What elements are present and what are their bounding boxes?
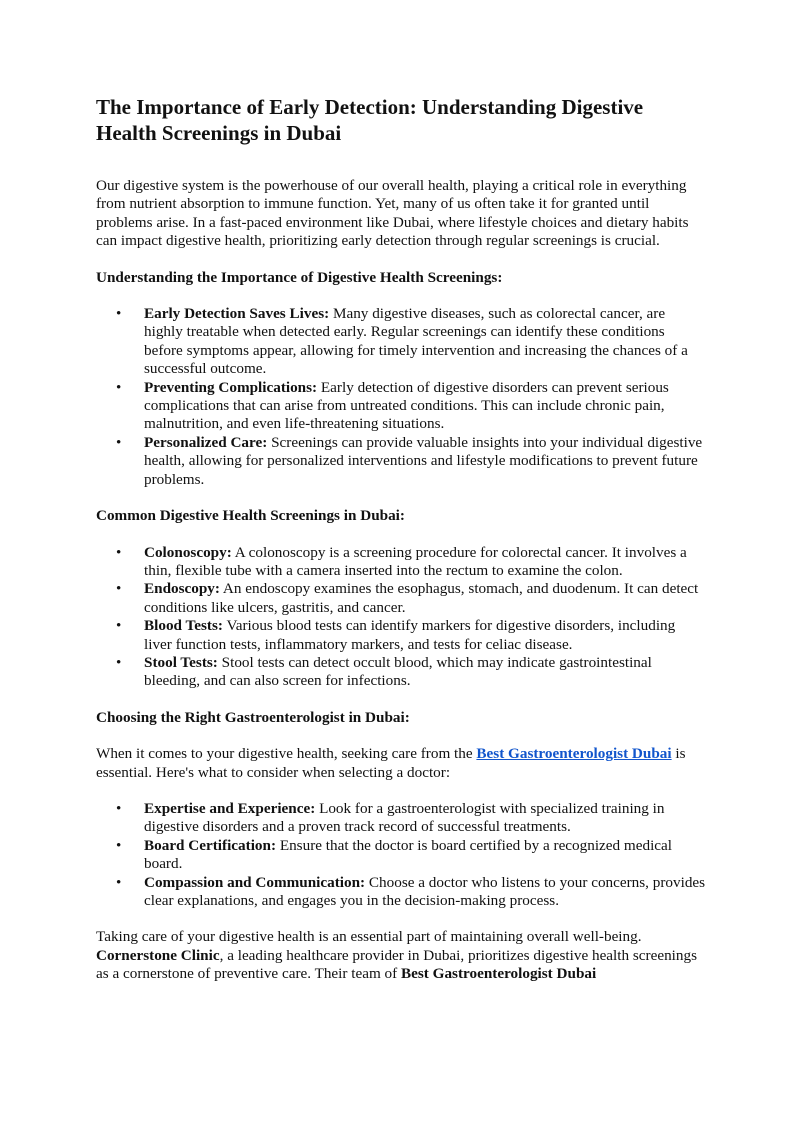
bullet-icon: •: [116, 433, 122, 451]
bullet-icon: •: [116, 799, 122, 817]
bullet-icon: •: [116, 580, 122, 598]
bullet-icon: •: [116, 836, 122, 854]
bullet-icon: •: [116, 305, 122, 323]
closing-text-2: , a leading healthcare provider in Dubai, prioritizes digestive health screenings as a cornerstone of preventive care. Their team of: [96, 946, 697, 983]
list-item-text: Many digestive diseases, such as colorectal cancer, are highly treatable when detected early. Regular screenings can identify these conditions before symptoms appear, allowing for timely intervention and increasing the chances of a successful outcome.: [144, 305, 688, 378]
list-item-text: A colonoscopy is a screening procedure for colorectal cancer. It involves a thin, flexible tube with a camera inserted into the rectum to examine the colon.: [144, 543, 687, 579]
list-item: [96, 800, 706, 837]
choosing-paragraph: [96, 745, 706, 782]
list-item: [96, 874, 706, 911]
choosing-text-before: When it comes to your digestive health, seeking care from the: [96, 745, 477, 763]
list-item-term: Endoscopy:: [144, 580, 220, 598]
list-item-term: Blood Tests:: [144, 617, 223, 635]
best-gastroenterologist-link[interactable]: Best Gastroenterologist Dubai: [476, 745, 672, 763]
bullet-icon: •: [116, 378, 122, 396]
intro-paragraph: Our digestive system is the powerhouse of our overall health, playing a critical role in everything from nutrient absorption to immune function. Yet, many of us often take it for granted until problems arise. In a fast-paced environment like Dubai, where lifestyle choices and dietary habits can impact digestive health, prioritizing early detection through regular screenings is crucial.: [96, 177, 689, 250]
list-item: [96, 580, 706, 617]
list-item-term: Colonoscopy:: [144, 543, 232, 561]
list-item-term: Early Detection Saves Lives:: [144, 305, 330, 323]
choosing-list: [96, 800, 706, 910]
list-item-text: Choose a doctor who listens to your concerns, provides clear explanations, and engages you in the decision-making process.: [144, 873, 706, 909]
bullet-icon: •: [116, 873, 122, 891]
clinic-name: Cornerstone Clinic: [96, 946, 220, 964]
screenings-list: [96, 544, 706, 691]
choosing-text-after: is essential. Here's what to consider when selecting a doctor:: [96, 745, 686, 781]
section-heading-choosing: Choosing the Right Gastroenterologist in Dubai:: [96, 708, 410, 726]
importance-list: [96, 305, 706, 489]
bullet-icon: •: [116, 543, 122, 561]
list-item-text: Stool tests can detect occult blood, which may indicate gastrointestinal bleeding, and can also screen for infections.: [144, 653, 652, 690]
list-item-text: Look for a gastroenterologist with specialized training in digestive disorders and a proven track record of successful treatments.: [144, 799, 665, 836]
list-item: [96, 305, 706, 379]
list-item: [96, 544, 706, 581]
list-item-term: Compassion and Communication:: [144, 873, 366, 891]
bullet-icon: •: [116, 653, 122, 671]
list-item-term: Preventing Complications:: [144, 378, 318, 396]
list-item-term: Stool Tests:: [144, 653, 218, 671]
list-item-text: Early detection of digestive disorders can prevent serious complications that can arise from untreated conditions. This can include chronic pain, malnutrition, and even life-threatening situations.: [144, 378, 669, 433]
closing-text-1: Taking care of your digestive health is an essential part of maintaining overall well-being.: [96, 928, 642, 946]
closing-paragraph: [96, 928, 706, 983]
list-item: [96, 379, 706, 434]
list-item-text: Various blood tests can identify markers for digestive disorders, including liver function tests, inflammatory markers, and tests for celiac disease.: [144, 617, 676, 653]
list-item-term: Expertise and Experience:: [144, 799, 316, 817]
list-item: [96, 434, 706, 489]
list-item: [96, 837, 706, 874]
list-item-term: Personalized Care:: [144, 433, 268, 451]
list-item-text: Ensure that the doctor is board certified by a recognized medical board.: [144, 836, 672, 873]
document-content: [96, 94, 706, 984]
list-item: [96, 617, 706, 654]
section-heading-importance: Understanding the Importance of Digestive Health Screenings:: [96, 268, 503, 286]
list-item: [96, 654, 706, 691]
section-heading-screenings: Common Digestive Health Screenings in Dubai:: [96, 507, 405, 525]
list-item-text: Screenings can provide valuable insights into your individual digestive health, allowing for personalized interventions and lifestyle modifications to prevent future problems.: [144, 433, 703, 488]
list-item-term: Board Certification:: [144, 836, 277, 854]
closing-bold-end: Best Gastroenterologist Dubai: [401, 965, 597, 983]
page-title: The Importance of Early Detection: Understanding Digestive Health Screenings in Dubai: [96, 95, 644, 145]
bullet-icon: •: [116, 617, 122, 635]
list-item-text: An endoscopy examines the esophagus, stomach, and duodenum. It can detect conditions like ulcers, gastritis, and cancer.: [144, 580, 699, 616]
